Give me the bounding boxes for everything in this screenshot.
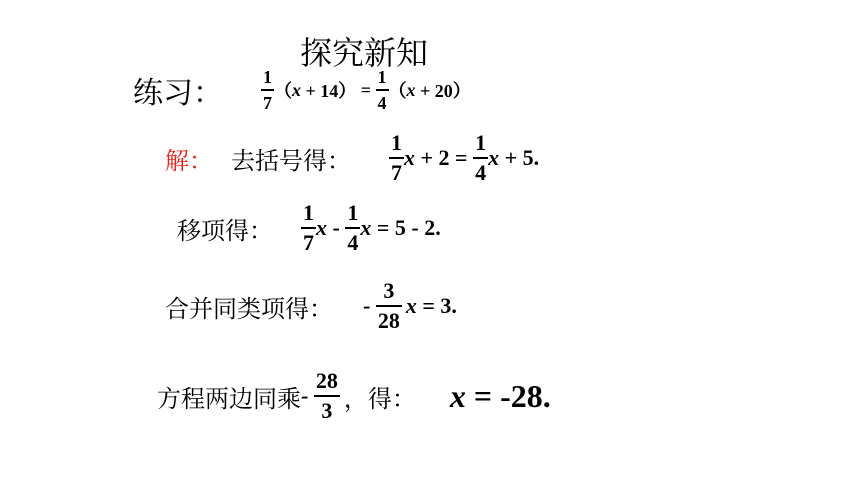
step-4-text: 方程两边同乘 <box>157 384 301 413</box>
solution-step-4 <box>157 370 551 422</box>
exercise-line <box>133 68 471 112</box>
exercise-equation: $\frac{1}{7}$ （ x + 14） = $\frac{1}{4}$ （ x + 20） <box>263 67 471 113</box>
solution-step-3 <box>165 280 457 332</box>
step-1-equation: $\frac{1}{7}$ x + 2 = $\frac{1}{4}$ x + 5. <box>391 130 540 185</box>
fraction-one-seventh: $\frac{1}{7}$ <box>263 67 272 113</box>
page-title: 探究新知 <box>300 34 429 72</box>
step-4-multiplier: - $\frac{28}{3}$ <box>301 368 338 423</box>
step-2-text: 移项得： <box>177 216 273 245</box>
fraction-one-fourth: $\frac{1}{4}$ <box>377 67 387 113</box>
step-3-equation: - $\frac{3}{28}$ x = 3. <box>363 278 457 333</box>
step-4-comma-text: ，得： <box>343 384 416 413</box>
solution-step-2 <box>177 202 441 254</box>
step-3-text: 合并同类项得： <box>165 294 333 323</box>
step-1-text: 去括号得： <box>231 146 351 175</box>
solution-label: 解： <box>165 146 213 175</box>
exercise-label: 练习： <box>133 76 223 111</box>
final-answer: x = -28. <box>449 377 551 414</box>
step-2-equation: $\frac{1}{7}$ x - $\frac{1}{4}$ x = 5 - 2. <box>303 200 441 255</box>
solution-step-1 <box>165 132 539 184</box>
